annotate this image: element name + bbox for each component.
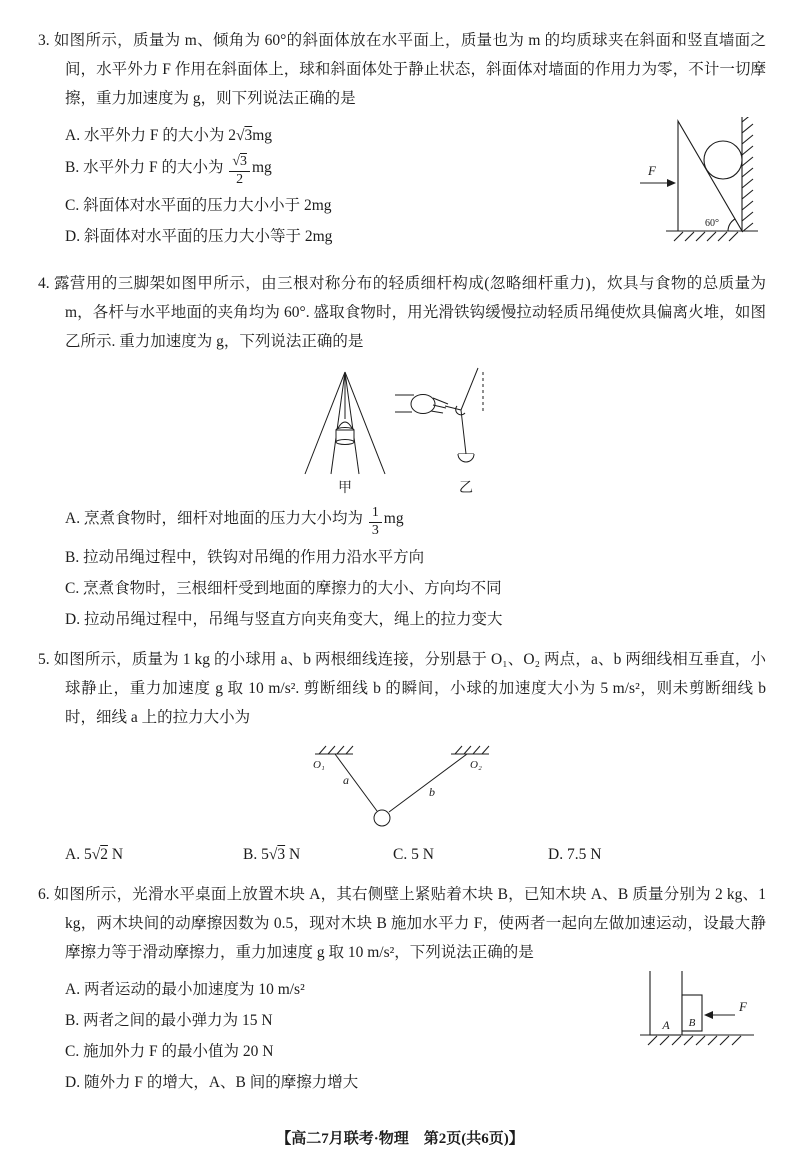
question-4-options <box>38 506 766 631</box>
string-a <box>335 754 377 811</box>
string-b-label: b <box>429 784 435 799</box>
question-6-option-a: A. 两者运动的最小加速度为 10 m/s² <box>65 980 305 998</box>
hook-curl <box>456 406 465 415</box>
option-text: mg <box>383 510 404 528</box>
question-5-option-b <box>243 843 393 867</box>
q5-diagram-wrap <box>38 740 766 835</box>
force-label: F <box>648 163 656 178</box>
question-3-option-d: D. 斜面体对水平面的压力大小等于 2mg <box>65 228 333 246</box>
question-6-option-d: D. 随外力 F 的增大，A、B 间的摩擦力增大 <box>65 1073 359 1091</box>
question-3 <box>38 26 766 256</box>
tripod-leg <box>345 372 385 474</box>
question-4-option-a <box>65 506 766 538</box>
figure-jia-label: 甲 <box>338 481 352 497</box>
option-text: A. 烹煮食物时，细杆对地面的压力大小均为 <box>65 510 367 528</box>
figure-yi-label: 乙 <box>459 481 473 497</box>
deflected-rope <box>461 368 478 454</box>
question-5-option-a <box>65 843 243 867</box>
option-text: mg <box>252 127 273 144</box>
question-6-options <box>38 971 766 1102</box>
question-6 <box>38 880 766 1102</box>
force-label: F <box>739 998 747 1014</box>
q3-diagram-incline-ball-wall <box>632 117 764 249</box>
block-a-label: A <box>662 1017 670 1032</box>
left-ceiling-hatching <box>319 746 353 754</box>
string-a-label: a <box>343 772 349 787</box>
block-b-label: B <box>688 1016 696 1029</box>
angle-label: 60° <box>705 218 719 229</box>
ground-hatching <box>674 232 738 241</box>
question-6-text: 如图所示，光滑水平桌面上放置木块 A，其右侧壁上紧贴着木块 B，已知木块 A、B 质量分别为 2 kg、1 kg，两木块间的动摩擦因数为 0.5，现对木块 B 施加水平力 F，使两者一起向左做加速运动，设最大静摩擦力等于滑动摩擦力，重力加速度 g 取 10 m/s²，下列说法正确的是 <box>53 885 766 961</box>
question-5-text: 如图所示，质量为 1 kg 的小球用 a、b 两根细线连接，分别悬于 O₁、O₂ 两点，a、b 两细线相互垂直，小球静止，重力加速度 g 取 10 m/s². 剪断细线 b 的瞬间，小球的加速度大小为 5 m/s²，则未剪断细线 b 时，细线 a 上的拉力大小为 <box>53 650 766 726</box>
fraction-denominator: 2 <box>236 171 244 187</box>
page-footer: 【高二7月联考·物理 第2页(共6页)】 <box>276 1131 524 1147</box>
option-text: N <box>285 845 301 863</box>
q5-diagram-two-strings-ball <box>307 740 497 835</box>
question-6-option-b: B. 两者之间的最小弹力为 15 N <box>65 1011 273 1029</box>
fraction <box>369 506 382 538</box>
ball <box>704 141 742 179</box>
radicand: 3 <box>244 127 253 144</box>
point-o1-label: O₁ <box>313 758 325 771</box>
question-4-option-c: C. 烹煮食物时，三根细杆受到地面的摩擦力的大小、方向均不同 <box>65 579 502 597</box>
ground-hatching <box>648 1036 741 1045</box>
radical-sign: √ <box>232 154 240 169</box>
question-5-options <box>38 843 766 867</box>
question-5-option-c: C. 5 N <box>393 845 434 863</box>
question-3-number: 3. <box>38 32 50 49</box>
fraction-denominator: 3 <box>371 522 379 538</box>
option-text: B. 水平外力 F 的大小为 <box>65 159 228 177</box>
q4-diagram-wrap <box>38 364 766 499</box>
option-text: B. 5√ <box>243 845 278 863</box>
q4-diagram-tripod-and-hook <box>287 364 517 499</box>
radicand: 3 <box>277 845 286 863</box>
question-3-options <box>38 117 766 256</box>
finger-line <box>431 411 443 413</box>
wall-hatching <box>742 117 753 232</box>
question-3-option-c: C. 斜面体对水平面的压力大小小于 2mg <box>65 197 332 215</box>
radicand: 2 <box>100 845 108 863</box>
tripod-leg <box>305 372 345 474</box>
option-text: A. 5√ <box>65 845 101 863</box>
force-arrowhead <box>704 1011 713 1019</box>
question-4-number: 4. <box>38 275 50 293</box>
hook-link <box>445 406 461 410</box>
question-6-option-c: C. 施加外力 F 的最小值为 20 N <box>65 1042 274 1060</box>
question-5-option-d: D. 7.5 N <box>548 845 602 863</box>
pot-bottom <box>336 440 354 445</box>
question-4-option-d: D. 拉动吊绳过程中，吊绳与竖直方向夹角变大，绳上的拉力变大 <box>65 610 503 628</box>
string-b <box>389 754 467 812</box>
fraction-numerator <box>229 155 250 172</box>
question-3-text: 如图所示，质量为 m、倾角为 60°的斜面体放在水平面上，质量也为 m 的均质球夹在斜面和竖直墙面之间，水平外力 F 作用在斜面体上，球和斜面体处于静止状态，斜面体对墙面的作用力为零，不计一切摩擦，重力加速度为 g，则下列说法正确的是 <box>53 32 766 107</box>
right-ceiling-hatching <box>455 746 489 754</box>
radicand: 3 <box>240 154 247 169</box>
question-6-stem <box>38 880 766 967</box>
question-5-stem <box>38 645 766 732</box>
force-arrowhead <box>667 179 676 187</box>
option-text: N <box>107 845 124 863</box>
question-6-number: 6. <box>38 885 50 903</box>
q6-diagram-blocks <box>636 971 758 1055</box>
fraction-numerator: 1 <box>369 506 382 523</box>
question-3-stem <box>38 26 766 113</box>
question-5 <box>38 645 766 867</box>
question-5-number: 5. <box>38 650 50 668</box>
question-5-option-row <box>65 843 766 867</box>
option-text: mg <box>251 159 272 177</box>
question-4-stem <box>38 269 766 356</box>
question-4-text: 露营用的三脚架如图甲所示，由三根对称分布的轻质细杆构成(忽略细杆重力)，炊具与食物的总质量为 m，各杆与水平地面的夹角均为 60°. 盛取食物时，用光滑铁钩缓慢拉动轻质吊绳使炊具偏离火堆，如图乙所示. 重力加速度为 g，下列说法正确的是 <box>53 275 767 351</box>
question-4-option-b: B. 拉动吊绳过程中，铁钩对吊绳的作用力沿水平方向 <box>65 548 425 566</box>
point-o2-label: O₂ <box>470 758 482 771</box>
ball <box>374 810 390 826</box>
question-4 <box>38 269 766 631</box>
cup-body <box>458 454 474 462</box>
option-text: A. 水平外力 F 的大小为 2√ <box>65 127 245 144</box>
fraction <box>229 155 250 187</box>
